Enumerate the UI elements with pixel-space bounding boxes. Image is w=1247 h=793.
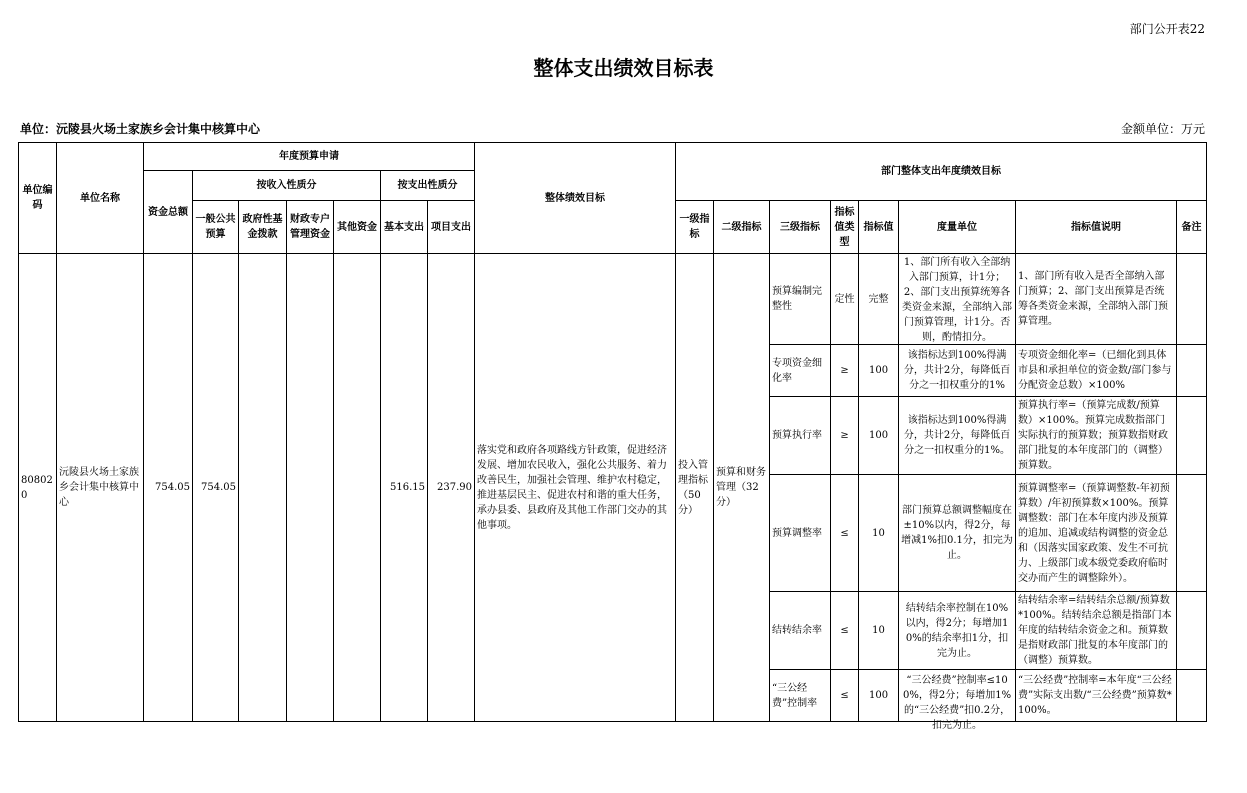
header-level2: 二级指标 [714, 201, 770, 254]
indicator-name: 预算调整率 [770, 475, 831, 592]
indicator-remark [1177, 397, 1207, 475]
cell-general-budget: 754.05 [193, 254, 239, 722]
indicator-value: 100 [859, 670, 899, 722]
cell-overall-goal: 落实党和政府各项路线方针政策，促进经济发展、增加农民收入，强化公共服务、着力改善民生，加强社会管理、维护农村稳定，推进基层民主、促进农村和谐的重大任务，承办县委、县政府及其他工作部门交办的其他事项。 [475, 254, 676, 722]
indicator-value: 完整 [859, 254, 899, 345]
indicator-remark [1177, 670, 1207, 722]
header-remark: 备注 [1177, 201, 1207, 254]
performance-table [18, 142, 1207, 731]
header-level1: 一级指标 [676, 201, 714, 254]
header-unit-name: 单位名称 [57, 143, 144, 254]
header-project-expense: 项目支出 [428, 201, 475, 254]
header-value: 指标值 [859, 201, 899, 254]
indicator-type: ≤ [831, 670, 859, 722]
header-value-type: 指标值类型 [831, 201, 859, 254]
header-other-funds: 其他资金 [334, 201, 381, 254]
indicator-measure: 部门预算总额调整幅度在±10%以内，得2分，每增减1%扣0.1分，扣完为止。 [899, 475, 1016, 592]
indicator-type: ≥ [831, 397, 859, 475]
indicator-measure [899, 254, 1016, 345]
header-annual-budget: 年度预算申请 [144, 143, 475, 171]
header-by-expense: 按支出性质分 [381, 171, 475, 201]
indicator-measure: 该指标达到100%得满分，共计2分，每降低百分之一扣权重分的1% [899, 345, 1016, 397]
indicator-value: 100 [859, 397, 899, 475]
cell-project-expense: 237.90 [428, 254, 475, 722]
unit-label: 单位：沅陵县火场土家族乡会计集中核算中心 [20, 122, 261, 136]
indicator-desc: 结转结余率=结转结余总额/预算数*100%。结转结余总额是指部门本年度的结转结余资金之和。预算数是指财政部门批复的本年度部门的（调整）预算数。 [1016, 592, 1177, 670]
indicator-value: 10 [859, 592, 899, 670]
table-row [19, 254, 1207, 345]
indicator-desc: 专项资金细化率=（已细化到具体市县和承担单位的资金数/部门参与分配资金总数）×100% [1016, 345, 1177, 397]
indicator-type: ≤ [831, 475, 859, 592]
amount-unit: 金额单位：万元 [1120, 122, 1205, 136]
indicator-remark [1177, 254, 1207, 345]
header-basic-expense: 基本支出 [381, 201, 428, 254]
header-total-funds: 资金总额 [144, 171, 193, 254]
header-value-desc: 指标值说明 [1016, 201, 1177, 254]
page-title: 整体支出绩效目标表 [533, 56, 714, 80]
cell-level1: 投入管理指标（50分） [676, 254, 714, 722]
indicator-desc: 预算调整率=（预算调整数-年初预算数）/年初预算数×100%。预算调整数：部门在本年度内涉及预算的追加、追减或结构调整的资金总和（因落实国家政策、发生不可抗力、上级部门或本级党委政府临时交办而产生的调整除外）。 [1016, 475, 1177, 592]
form-number: 部门公开表22 [1129, 22, 1205, 36]
indicator-value: 100 [859, 345, 899, 397]
header-measure-unit: 度量单位 [899, 201, 1016, 254]
cell-special-account [287, 254, 334, 722]
header-gov-fund: 政府性基金拨款 [239, 201, 287, 254]
indicator-remark [1177, 592, 1207, 670]
indicator-measure: 该指标达到100%得满分，共计2分，每降低百分之一扣权重分的1%。 [899, 397, 1016, 475]
indicator-measure [899, 670, 1016, 731]
header-by-income: 按收入性质分 [193, 171, 381, 201]
indicator-value: 10 [859, 475, 899, 592]
cell-gov-fund [239, 254, 287, 722]
indicator-type: ≤ [831, 592, 859, 670]
header-dept-goal: 部门整体支出年度绩效目标 [676, 143, 1207, 201]
cell-level2: 预算和财务管理（32分） [714, 254, 770, 722]
indicator-remark [1177, 475, 1207, 592]
indicator-measure-text: “三公经费”控制率≤100%，得2分；每增加1%的“三公经费”扣0.2分，扣完为止。 [902, 674, 1012, 731]
header-special-account: 财政专户管理资金 [287, 201, 334, 254]
indicator-name: “三公经费”控制率 [770, 670, 831, 722]
cell-basic-expense: 516.15 [381, 254, 428, 722]
indicator-name: 专项资金细化率 [770, 345, 831, 397]
indicator-measure: 结转结余率控制在10%以内，得2分；每增加10%的结余率扣1分，扣完为止。 [899, 592, 1016, 670]
indicator-desc: 预算执行率=（预算完成数/预算数）×100%。预算完成数指部门实际执行的预算数；预算数指财政部门批复的本年度部门的（调整）预算数。 [1016, 397, 1177, 475]
header-level3: 三级指标 [770, 201, 831, 254]
indicator-type: 定性 [831, 254, 859, 345]
indicator-name: 结转结余率 [770, 592, 831, 670]
cell-total-funds: 754.05 [144, 254, 193, 722]
header-overall-goal: 整体绩效目标 [475, 143, 676, 254]
header-unit-code: 单位编码 [19, 143, 57, 254]
indicator-type: ≥ [831, 345, 859, 397]
cell-unit-code: 808020 [19, 254, 57, 722]
indicator-name: 预算执行率 [770, 397, 831, 475]
indicator-desc: 1、部门所有收入是否全部纳入部门预算；2、部门支出预算是否统筹各类资金来源，全部纳入部门预算管理。 [1016, 254, 1177, 345]
indicator-remark [1177, 345, 1207, 397]
cell-unit-name: 沅陵县火场土家族乡会计集中核算中心 [57, 254, 144, 722]
header-general-budget: 一般公共预算 [193, 201, 239, 254]
indicator-desc: “三公经费”控制率=本年度“三公经费”实际支出数/“三公经费”预算数*100%。 [1016, 670, 1177, 722]
indicator-name: 预算编制完整性 [770, 254, 831, 345]
cell-other-funds [334, 254, 381, 722]
indicator-measure-text: 1、部门所有收入全部纳入部门预算，计1分；2、部门支出预算统筹各类资金来源，全部纳入部门预算管理，计1分。否则，酌情扣分。 [902, 257, 1013, 343]
